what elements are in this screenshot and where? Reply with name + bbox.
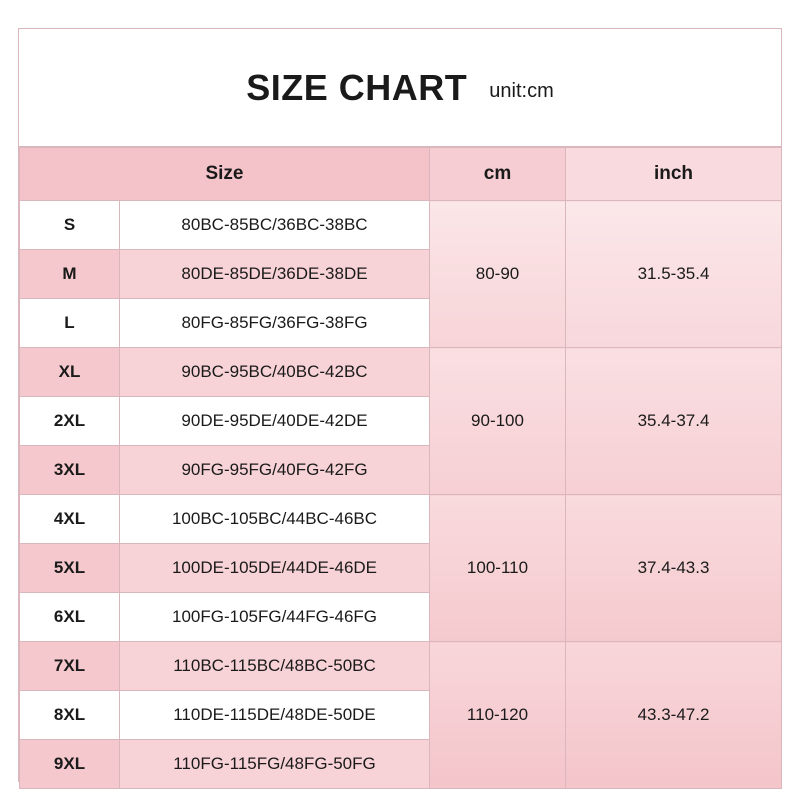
size-label: 7XL xyxy=(20,642,120,691)
size-label: 3XL xyxy=(20,446,120,495)
inch-range: 35.4-37.4 xyxy=(566,348,782,495)
size-detail: 100BC-105BC/44BC-46BC xyxy=(120,495,430,544)
size-detail: 100FG-105FG/44FG-46FG xyxy=(120,593,430,642)
unit-label: unit:cm xyxy=(489,80,554,102)
inch-range: 31.5-35.4 xyxy=(566,201,782,348)
column-header-cm: cm xyxy=(430,148,566,201)
size-label: 6XL xyxy=(20,593,120,642)
size-label: M xyxy=(20,250,120,299)
size-detail: 90DE-95DE/40DE-42DE xyxy=(120,397,430,446)
table-row xyxy=(20,348,782,397)
inch-range: 37.4-43.3 xyxy=(566,495,782,642)
size-label: XL xyxy=(20,348,120,397)
size-label: S xyxy=(20,201,120,250)
inch-range: 43.3-47.2 xyxy=(566,642,782,789)
size-detail: 90FG-95FG/40FG-42FG xyxy=(120,446,430,495)
size-label: 2XL xyxy=(20,397,120,446)
size-detail: 80FG-85FG/36FG-38FG xyxy=(120,299,430,348)
page-title: SIZE CHART xyxy=(246,66,468,108)
table-row xyxy=(20,642,782,691)
cm-range: 100-110 xyxy=(430,495,566,642)
size-label: 9XL xyxy=(20,740,120,789)
size-label: 4XL xyxy=(20,495,120,544)
size-table xyxy=(19,147,782,789)
size-detail: 110BC-115BC/48BC-50BC xyxy=(120,642,430,691)
size-detail: 80BC-85BC/36BC-38BC xyxy=(120,201,430,250)
table-row xyxy=(20,495,782,544)
chart-title-row xyxy=(19,29,781,147)
cm-range: 80-90 xyxy=(430,201,566,348)
column-header-inch: inch xyxy=(566,148,782,201)
size-detail: 110DE-115DE/48DE-50DE xyxy=(120,691,430,740)
size-label: 8XL xyxy=(20,691,120,740)
size-detail: 80DE-85DE/36DE-38DE xyxy=(120,250,430,299)
cm-range: 90-100 xyxy=(430,348,566,495)
size-label: 5XL xyxy=(20,544,120,593)
size-detail: 100DE-105DE/44DE-46DE xyxy=(120,544,430,593)
table-row xyxy=(20,201,782,250)
table-head xyxy=(20,148,782,201)
table-body xyxy=(20,201,782,789)
size-detail: 90BC-95BC/40BC-42BC xyxy=(120,348,430,397)
size-detail: 110FG-115FG/48FG-50FG xyxy=(120,740,430,789)
size-chart-frame xyxy=(18,28,782,782)
table-header-row xyxy=(20,148,782,201)
size-label: L xyxy=(20,299,120,348)
cm-range: 110-120 xyxy=(430,642,566,789)
column-header-size: Size xyxy=(20,148,430,201)
